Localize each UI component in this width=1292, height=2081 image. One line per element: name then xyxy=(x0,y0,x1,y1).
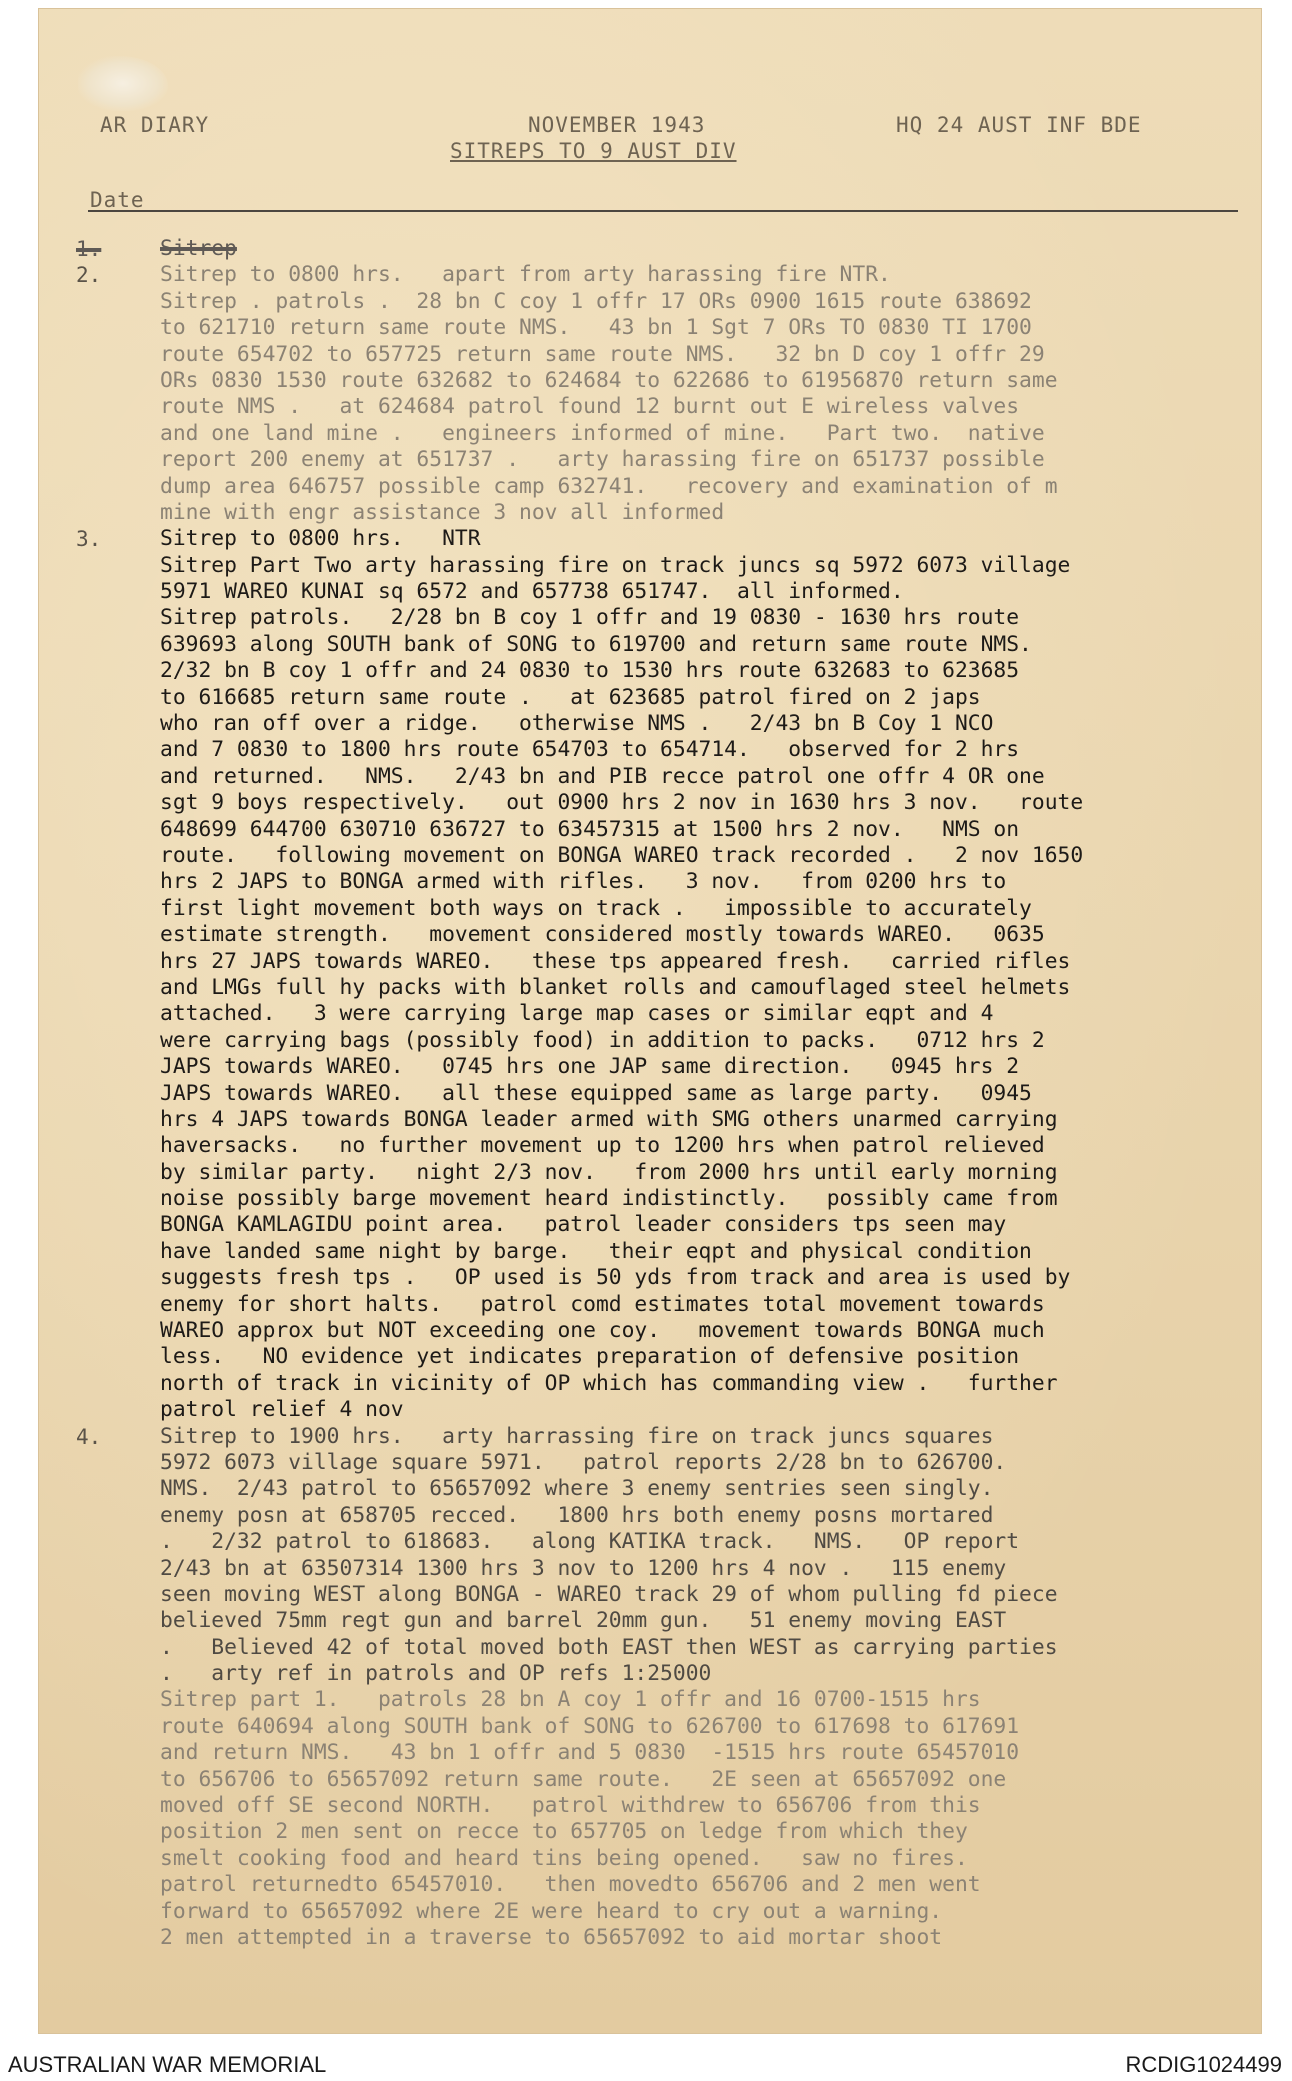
entry-line: to 616685 return same route . at 623685 patrol fired on 2 japs xyxy=(160,684,981,710)
entry-line: sgt 9 boys respectively. out 0900 hrs 2 nov in 1630 hrs 3 nov. route xyxy=(160,790,1084,816)
entry-line: and LMGs full hy packs with blanket rolls and camouflaged steel helmets xyxy=(160,974,1071,1000)
diary-entry xyxy=(76,236,1256,262)
entry-line: believed 75mm regt gun and barrel 20mm gun. 51 enemy moving EAST xyxy=(160,1608,1007,1634)
entry-line: 5972 6073 village square 5971. patrol reports 2/28 bn to 626700. xyxy=(160,1449,1007,1475)
entry-line: enemy posn at 658705 recced. 1800 hrs both enemy posns mortared xyxy=(160,1502,994,1528)
entry-line: mine with engr assistance 3 nov all informed xyxy=(160,499,725,525)
entry-line: north of track in vicinity of OP which has commanding view . further xyxy=(160,1370,1058,1396)
entry-line: hrs 27 JAPS towards WAREO. these tps appeared fresh. carried rifles xyxy=(160,948,1071,974)
entry-number: 1. xyxy=(76,237,102,261)
entry-line: hrs 4 JAPS towards BONGA leader armed with SMG others unarmed carrying xyxy=(160,1106,1058,1132)
entry-line: suggests fresh tps . OP used is 50 yds from track and area is used by xyxy=(160,1265,1071,1291)
entry-line: 2/43 bn at 63507314 1300 hrs 3 nov to 1200 hrs 4 nov . 115 enemy xyxy=(160,1555,1007,1581)
diary-entry xyxy=(76,1424,1256,1688)
entry-line: and return NMS. 43 bn 1 offr and 5 0830 -1515 hrs route 65457010 xyxy=(160,1740,1020,1766)
entry-line: who ran off over a ridge. otherwise NMS . 2/43 bn B Coy 1 NCO xyxy=(160,711,994,737)
entry-line: attached. 3 were carrying large map cases or similar eqpt and 4 xyxy=(160,1001,994,1027)
entry-line: less. NO evidence yet indicates preparation of defensive position xyxy=(160,1344,1020,1370)
header-month: NOVEMBER 1943 xyxy=(528,113,706,137)
entry-line: patrol returnedto 65457010. then movedto 656706 and 2 men went xyxy=(160,1872,981,1898)
date-column-label: Date xyxy=(90,188,145,212)
entry-line: Sitrep part 1. patrols 28 bn A coy 1 offr and 16 0700-1515 hrs xyxy=(160,1687,981,1713)
entry-line: 639693 along SOUTH bank of SONG to 619700 and return same route NMS. xyxy=(160,631,1032,657)
header-subtitle: SITREPS TO 9 AUST DIV xyxy=(450,139,737,163)
header-unit: HQ 24 AUST INF BDE xyxy=(896,113,1142,137)
entry-line: by similar party. night 2/3 nov. from 2000 hrs until early morning xyxy=(160,1159,1058,1185)
entry-line: . 2/32 patrol to 618683. along KATIKA track. NMS. OP report xyxy=(160,1529,1020,1555)
entry-line: dump area 646757 possible camp 632741. recovery and examination of m xyxy=(160,473,1058,499)
entry-line: to 621710 return same route NMS. 43 bn 1 Sgt 7 ORs TO 0830 TI 1700 xyxy=(160,315,1032,341)
entry-line: enemy for short halts. patrol comd estimates total movement towards xyxy=(160,1291,1045,1317)
entry-line: Sitrep patrols. 2/28 bn B coy 1 offr and 19 0830 - 1630 hrs route xyxy=(160,605,1020,631)
entry-line: have landed same night by barge. their eqpt and physical condition xyxy=(160,1238,1032,1264)
entry-line: and returned. NMS. 2/43 bn and PIB recce patrol one offr 4 OR one xyxy=(160,763,1045,789)
diary-entry xyxy=(76,262,1256,526)
footer-institution: AUSTRALIAN WAR MEMORIAL xyxy=(8,2052,327,2077)
entry-line: ORs 0830 1530 route 632682 to 624684 to 622686 to 61956870 return same xyxy=(160,367,1058,393)
diary-entries xyxy=(76,236,1256,1951)
diary-entry xyxy=(76,526,1256,1423)
diary-entry xyxy=(76,1687,1256,1951)
entry-line: JAPS towards WAREO. all these equipped same as large party. 0945 xyxy=(160,1080,1032,1106)
entry-line: smelt cooking food and heard tins being opened. saw no fires. xyxy=(160,1845,968,1871)
entry-line: JAPS towards WAREO. 0745 hrs one JAP same direction. 0945 hrs 2 xyxy=(160,1054,1020,1080)
entry-line: and one land mine . engineers informed of mine. Part two. native xyxy=(160,420,1045,446)
entry-line: were carrying bags (possibly food) in addition to packs. 0712 hrs 2 xyxy=(160,1027,1045,1053)
entry-line: WAREO approx but NOT exceeding one coy. movement towards BONGA much xyxy=(160,1318,1045,1344)
entry-line: seen moving WEST along BONGA - WAREO track 29 of whom pulling fd piece xyxy=(160,1581,1058,1607)
entry-line: report 200 enemy at 651737 . arty harassing fire on 651737 possible xyxy=(160,447,1045,473)
entry-line: route 640694 along SOUTH bank of SONG to 626700 to 617698 to 617691 xyxy=(160,1713,1020,1739)
entry-line: 648699 644700 630710 636727 to 63457315 at 1500 hrs 2 nov. NMS on xyxy=(160,816,1020,842)
header-diary-label: AR DIARY xyxy=(100,113,210,137)
entry-line: moved off SE second NORTH. patrol withdrew to 656706 from this xyxy=(160,1793,981,1819)
entry-line: forward to 65657092 where 2E were heard to cry out a warning. xyxy=(160,1898,943,1924)
entry-number: 2. xyxy=(76,263,102,288)
entry-line: BONGA KAMLAGIDU point area. patrol leader considers tps seen may xyxy=(160,1212,1007,1238)
entry-line: Sitrep to 0800 hrs. apart from arty harassing fire NTR. xyxy=(160,262,891,288)
entry-line: . Believed 42 of total moved both EAST then WEST as carrying parties xyxy=(160,1634,1058,1660)
entry-line: . arty ref in patrols and OP refs 1:25000 xyxy=(160,1661,712,1687)
entry-line: Sitrep xyxy=(160,236,237,261)
entry-line: Sitrep to 1900 hrs. arty harrassing fire on track juncs squares xyxy=(160,1423,994,1449)
entry-line: 5971 WAREO KUNAI sq 6572 and 657738 651747. all informed. xyxy=(160,579,904,605)
entry-line: estimate strength. movement considered mostly towards WAREO. 0635 xyxy=(160,922,1045,948)
entry-line: Sitrep Part Two arty harassing fire on track juncs sq 5972 6073 village xyxy=(160,552,1071,578)
entry-number: 4. xyxy=(76,1424,102,1449)
entry-line: noise possibly barge movement heard indistinctly. possibly came from xyxy=(160,1186,1058,1212)
entry-line: first light movement both ways on track . impossible to accurately xyxy=(160,895,1032,921)
diary-page xyxy=(38,8,1262,2034)
entry-line: Sitrep . patrols . 28 bn C coy 1 offr 17 ORs 0900 1615 route 638692 xyxy=(160,288,1032,314)
entry-line: 2 men attempted in a traverse to 65657092 to aid mortar shoot xyxy=(160,1925,943,1950)
entry-line: NMS. 2/43 patrol to 65657092 where 3 enemy sentries seen singly. xyxy=(160,1476,994,1502)
entry-line: position 2 men sent on recce to 657705 on ledge from which they xyxy=(160,1819,968,1845)
page-header xyxy=(38,8,1262,218)
footer-record-id: RCDIG1024499 xyxy=(1125,2052,1282,2077)
header-rule xyxy=(88,210,1238,212)
footer xyxy=(0,2048,1292,2081)
entry-line: 2/32 bn B coy 1 offr and 24 0830 to 1530 hrs route 632683 to 623685 xyxy=(160,658,1020,684)
entry-line: to 656706 to 65657092 return same route. 2E seen at 65657092 one xyxy=(160,1766,1007,1792)
entry-line: route 654702 to 657725 return same route NMS. 32 bn D coy 1 offr 29 xyxy=(160,341,1045,367)
entry-line: haversacks. no further movement up to 1200 hrs when patrol relieved xyxy=(160,1133,1045,1159)
entry-line: and 7 0830 to 1800 hrs route 654703 to 654714. observed for 2 hrs xyxy=(160,737,1020,763)
entry-line: route NMS . at 624684 patrol found 12 burnt out E wireless valves xyxy=(160,394,1020,420)
entry-line: Sitrep to 0800 hrs. NTR xyxy=(160,526,481,552)
entry-line: hrs 2 JAPS to BONGA armed with rifles. 3 nov. from 0200 hrs to xyxy=(160,869,1007,895)
entry-line: patrol relief 4 nov xyxy=(160,1397,404,1423)
entry-line: route. following movement on BONGA WAREO track recorded . 2 nov 1650 xyxy=(160,842,1084,868)
entry-number: 3. xyxy=(76,527,102,552)
